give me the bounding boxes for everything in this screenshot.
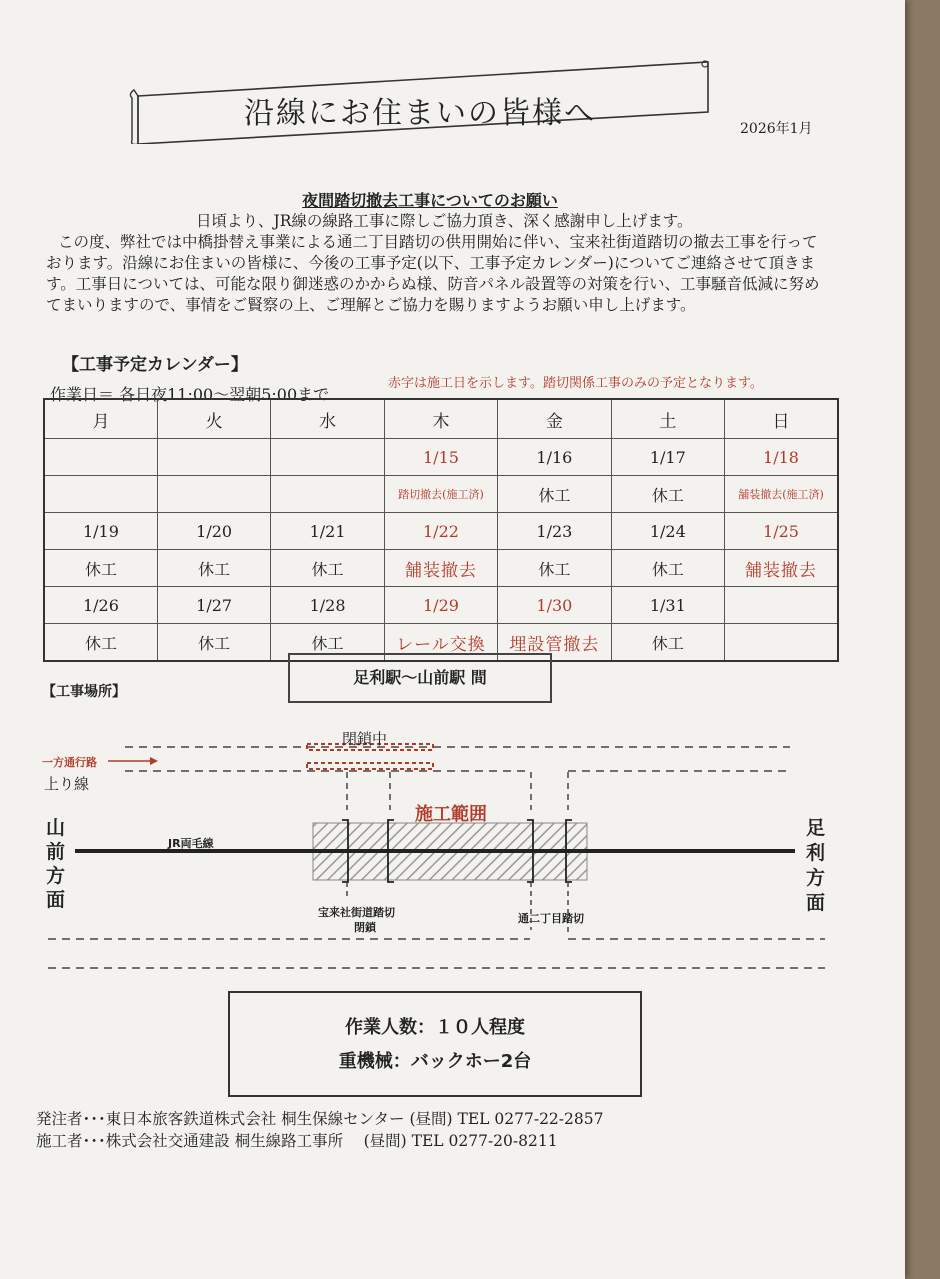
date-row xyxy=(44,513,838,550)
client-contact: 発注者･･･東日本旅客鉄道株式会社 桐生保線センター (昼間) TEL 0277-22-2857 xyxy=(36,1110,604,1128)
status-cell: 休工 xyxy=(611,476,724,513)
tori-nichome-crossing-label: 通二丁目踏切 xyxy=(518,912,584,925)
date-row xyxy=(44,587,838,624)
status-cell: 休工 xyxy=(498,476,611,513)
calendar-note: 赤字は施工日を示します。踏切関係工事のみの予定となります。 xyxy=(388,376,763,391)
contact-footer xyxy=(36,1108,603,1152)
work-hours: 作業日＝ 各日夜11:00～翌朝5:00まで xyxy=(50,385,330,404)
status-cell: 休工 xyxy=(44,550,157,587)
rail-line-label: JR両毛線 xyxy=(168,837,214,850)
date-cell: 1/19 xyxy=(44,513,157,550)
date-cell: 1/24 xyxy=(611,513,724,550)
weekday-fri: 金 xyxy=(498,399,611,439)
calendar-title: 【工事予定カレンダー】 xyxy=(62,355,248,375)
workers-count: 作業人数：１０人程度 xyxy=(345,1017,525,1038)
status-cell: 休工 xyxy=(611,624,724,662)
status-cell: 休工 xyxy=(157,624,270,662)
date-cell: 1/25 xyxy=(725,513,838,550)
status-cell: 休工 xyxy=(271,550,384,587)
up-line-label: 上り線 xyxy=(44,775,90,793)
work-area-label: 施工範囲 xyxy=(415,804,487,825)
date-cell: 1/30 xyxy=(498,587,611,624)
status-cell: レール交換 xyxy=(384,624,497,662)
ashikaga-direction-label: 足利方面 xyxy=(806,817,826,914)
weekday-sat: 土 xyxy=(611,399,724,439)
intro-text xyxy=(46,211,826,316)
work-info-box xyxy=(228,991,642,1097)
date-cell: 1/23 xyxy=(498,513,611,550)
site-diagram xyxy=(0,720,905,990)
status-cell: 休工 xyxy=(44,624,157,662)
status-cell: 休工 xyxy=(271,624,384,662)
date-cell: 1/15 xyxy=(384,439,497,476)
status-cell: 休工 xyxy=(498,550,611,587)
date-cell: 1/16 xyxy=(498,439,611,476)
date-cell: 1/21 xyxy=(271,513,384,550)
weekday-tue: 火 xyxy=(157,399,270,439)
heavy-machinery: 重機械：バックホー2台 xyxy=(338,1051,532,1072)
date-cell: 1/20 xyxy=(157,513,270,550)
weekday-sun: 日 xyxy=(725,399,838,439)
intro-paragraph-2: この度、弊社では中橋掛替え事業による通二丁目踏切の供用開始に伴い、宝来社街道踏切の撤去工事を行っております。沿線にお住まいの皆様に、今後の工事予定(以下、工事予定カレンダー)についてご連絡させて頂きます。工事日については、可能な限り御迷惑のかからぬ様、防音パネル設置等の対策を行い、工事騒音低減に努めてまいりますので、事情をご賢察の上、ご理解とご協力を賜りますようお願い申し上げます。 xyxy=(46,233,820,314)
date-cell xyxy=(271,439,384,476)
horaisha-closed-label: 閉鎖 xyxy=(354,921,376,934)
date-cell: 1/29 xyxy=(384,587,497,624)
issue-date: 2026年1月 xyxy=(740,121,813,137)
date-cell xyxy=(725,587,838,624)
site-map-drawing xyxy=(0,720,905,990)
date-cell: 1/22 xyxy=(384,513,497,550)
date-cell: 1/28 xyxy=(271,587,384,624)
status-cell: 埋設管撤去 xyxy=(498,624,611,662)
weekday-wed: 水 xyxy=(271,399,384,439)
status-cell: 休工 xyxy=(611,550,724,587)
date-cell: 1/18 xyxy=(725,439,838,476)
status-cell xyxy=(157,476,270,513)
page-title: 沿線にお住まいの皆様へ xyxy=(244,96,596,131)
status-cell: 休工 xyxy=(157,550,270,587)
horaisha-crossing-label: 宝来社街道踏切 xyxy=(318,906,395,919)
subtitle: 夜間踏切撤去工事についてのお願い xyxy=(302,191,558,210)
construction-calendar xyxy=(43,398,839,662)
place-label: 【工事場所】 xyxy=(42,684,126,700)
closed-label: 閉鎖中 xyxy=(342,730,388,748)
status-cell: 舗装撤去(施工済) xyxy=(725,476,838,513)
status-cell xyxy=(44,476,157,513)
date-cell: 1/26 xyxy=(44,587,157,624)
date-cell xyxy=(44,439,157,476)
status-row xyxy=(44,550,838,587)
date-cell: 1/31 xyxy=(611,587,724,624)
date-cell xyxy=(157,439,270,476)
weekday-thu: 木 xyxy=(384,399,497,439)
title-scroll xyxy=(128,60,712,144)
status-cell xyxy=(271,476,384,513)
yamamae-direction-label: 山前方面 xyxy=(46,817,66,911)
status-cell: 舗装撤去 xyxy=(384,550,497,587)
contractor-contact: 施工者･･･株式会社交通建設 桐生線路工事所 (昼間) TEL 0277-20-8211 xyxy=(36,1132,558,1150)
weekday-mon: 月 xyxy=(44,399,157,439)
weekday-header-row xyxy=(44,399,838,439)
construction-section: 足利駅～山前駅 間 xyxy=(288,653,552,703)
one-way-label: 一方通行路 xyxy=(42,756,97,769)
date-cell: 1/27 xyxy=(157,587,270,624)
status-cell: 踏切撤去(施工済) xyxy=(384,476,497,513)
date-cell: 1/17 xyxy=(611,439,724,476)
status-cell xyxy=(725,624,838,662)
date-row xyxy=(44,439,838,476)
intro-paragraph-1: 日頃より、JR線の線路工事に際しご協力頂き、深く感謝申し上げます。 xyxy=(196,212,693,230)
status-row xyxy=(44,476,838,513)
status-cell: 舗装撤去 xyxy=(725,550,838,587)
